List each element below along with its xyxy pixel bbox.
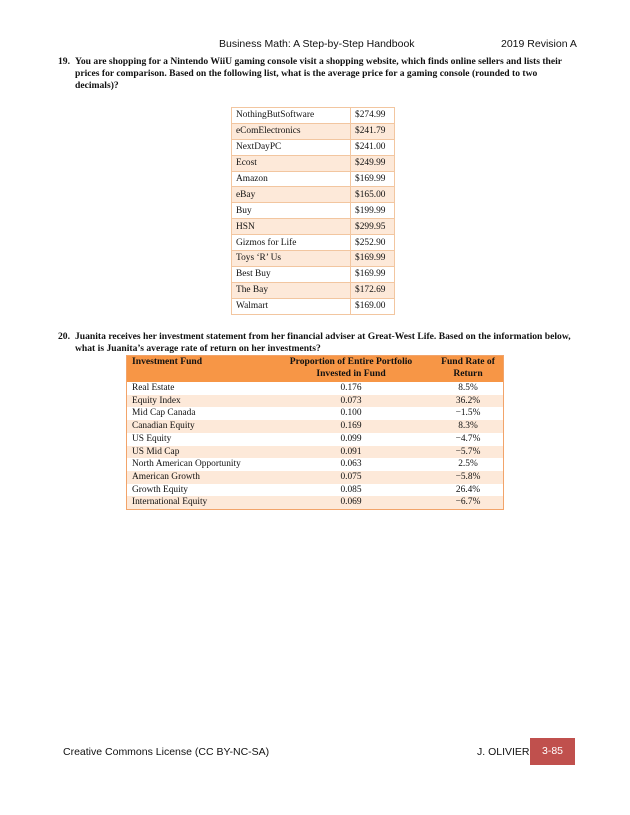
fund-rate: 26.4% (455, 484, 481, 495)
page-number-badge: 3-85 (530, 738, 575, 765)
table-row (232, 203, 395, 219)
fund-rate: 2.5% (458, 459, 478, 470)
table-row (232, 298, 395, 314)
footer-author: J. OLIVIER (477, 746, 530, 758)
price-table (231, 107, 395, 315)
header-fund: Investment Fund (127, 356, 270, 383)
seller-price: $165.00 (351, 187, 395, 203)
seller-price: $299.95 (351, 219, 395, 235)
table-row (127, 471, 504, 484)
question-number: 19. (58, 56, 70, 67)
fund-rate: −5.7% (433, 446, 504, 459)
seller-name: Gizmos for Life (232, 235, 351, 251)
fund-proportion: 0.091 (269, 446, 433, 459)
fund-name: American Growth (127, 471, 270, 484)
fund-proportion: 0.169 (269, 420, 433, 433)
question-19 (58, 56, 573, 92)
table-row (127, 433, 504, 446)
fund-rate: 8.5% (458, 383, 478, 393)
fund-name: US Mid Cap (127, 446, 270, 459)
seller-name: eComElectronics (232, 123, 351, 139)
table-row (232, 235, 395, 251)
fund-proportion: 0.100 (340, 408, 362, 419)
fund-proportion: 0.099 (340, 433, 362, 444)
header-revision: 2019 Revision A (501, 38, 577, 50)
question-text: Juanita receives her investment statement from her financial adviser at Great-West Life. Based on the information below, what is Juanita’s average rate of return on her investments? (75, 331, 571, 354)
table-header-row (127, 356, 504, 383)
seller-name: Amazon (232, 171, 351, 187)
table-row (232, 251, 395, 267)
header-title: Business Math: A Step-by-Step Handbook (219, 38, 415, 50)
fund-name: Canadian Equity (127, 420, 270, 433)
question-20 (58, 331, 573, 355)
table-row (232, 139, 395, 155)
fund-proportion: 0.176 (340, 383, 362, 393)
seller-name: NothingButSoftware (232, 108, 351, 124)
seller-price: $249.99 (351, 155, 395, 171)
fund-proportion: 0.075 (269, 471, 433, 484)
seller-price: $169.00 (351, 298, 395, 314)
table-row (232, 219, 395, 235)
fund-rate: −5.8% (433, 471, 504, 484)
fund-rate: 8.3% (433, 420, 504, 433)
seller-name: NextDayPC (232, 139, 351, 155)
seller-price: $172.69 (351, 282, 395, 298)
table-row (232, 123, 395, 139)
fund-proportion: 0.085 (340, 484, 362, 495)
seller-price: $274.99 (351, 108, 395, 124)
table-row (127, 496, 504, 509)
seller-price: $241.79 (351, 123, 395, 139)
footer-license: Creative Commons License (CC BY-NC-SA) (63, 746, 270, 758)
fund-name: Equity Index (127, 395, 270, 408)
fund-name: Growth Equity (132, 484, 188, 495)
seller-name: Best Buy (232, 266, 351, 282)
fund-name: Mid Cap Canada (132, 408, 196, 419)
fund-name: US Equity (132, 433, 172, 444)
fund-name: International Equity (127, 496, 270, 509)
fund-proportion: 0.069 (269, 496, 433, 509)
seller-price: $199.99 (351, 203, 395, 219)
table-row (127, 420, 504, 433)
table-row (232, 155, 395, 171)
table-row (127, 446, 504, 459)
header-proportion: Proportion of Entire Portfolio Invested in Fund (269, 356, 433, 383)
seller-name: Walmart (232, 298, 351, 314)
fund-name: Real Estate (132, 383, 175, 393)
seller-price: $252.90 (351, 235, 395, 251)
seller-name: Ecost (232, 155, 351, 171)
table-row (232, 187, 395, 203)
fund-rate: −6.7% (433, 496, 504, 509)
seller-name: HSN (232, 219, 351, 235)
header-rate: Fund Rate of Return (433, 356, 504, 383)
seller-name: Toys ‘R’ Us (232, 251, 351, 267)
seller-name: eBay (232, 187, 351, 203)
fund-name: North American Opportunity (132, 459, 241, 470)
seller-price: $169.99 (351, 171, 395, 187)
table-row (232, 282, 395, 298)
seller-price: $169.99 (351, 266, 395, 282)
seller-price: $169.99 (351, 251, 395, 267)
question-text: You are shopping for a Nintendo WiiU gaming console visit a shopping website, which finds online sellers and lists their prices for comparison. Based on the following list, what is the average price for a gaming console (rounded to two decimals)? (75, 56, 562, 91)
seller-name: The Bay (232, 282, 351, 298)
investment-table (126, 355, 504, 510)
table-row (127, 458, 504, 471)
table-row (232, 266, 395, 282)
fund-proportion: 0.073 (269, 395, 433, 408)
table-row (232, 171, 395, 187)
table-row (127, 382, 504, 395)
fund-proportion: 0.063 (340, 459, 362, 470)
table-row (127, 395, 504, 408)
fund-rate: 36.2% (433, 395, 504, 408)
table-row (127, 407, 504, 420)
table-row (232, 108, 395, 124)
question-number: 20. (58, 331, 70, 342)
table-row (127, 484, 504, 497)
fund-rate: −1.5% (455, 408, 481, 419)
fund-rate: −4.7% (455, 433, 481, 444)
seller-name: Buy (232, 203, 351, 219)
seller-price: $241.00 (351, 139, 395, 155)
